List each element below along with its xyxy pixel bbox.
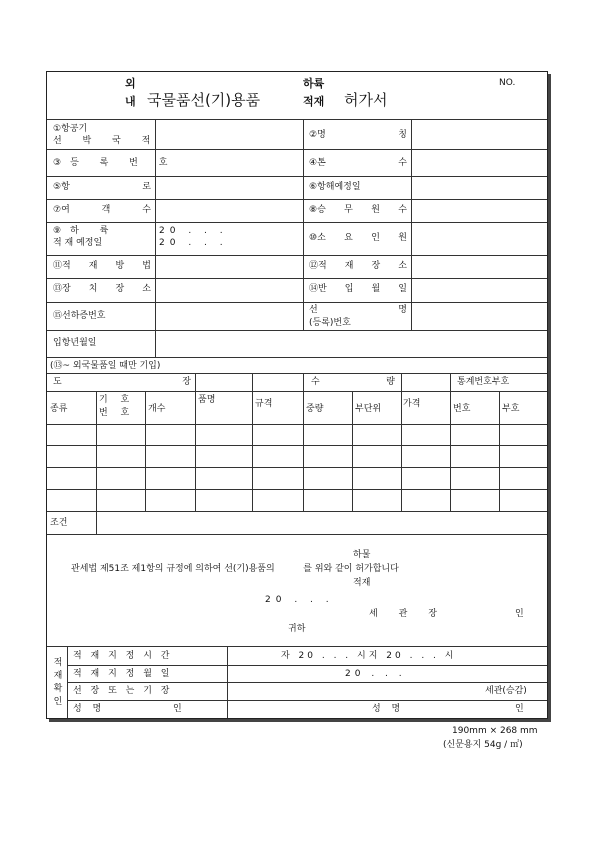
route-field[interactable] — [156, 177, 302, 198]
load-date-1[interactable]: 20 . . . — [159, 226, 228, 236]
crew-label: ⑧승 무 원 수 — [309, 205, 407, 215]
name-label: ②명 칭 — [309, 130, 407, 140]
col-price: 가격 — [403, 399, 421, 409]
reg-no-label: ③등 록 번 호 — [53, 158, 177, 168]
col-num: 번호 — [453, 404, 471, 414]
crew-field[interactable] — [412, 200, 546, 221]
table-row[interactable] — [47, 446, 547, 467]
load-place-field[interactable] — [412, 256, 546, 277]
addressee: 귀하 — [288, 624, 306, 634]
reg-no-field[interactable] — [156, 150, 302, 175]
confirm-row2-label: 적 재 지 정 월 일 — [73, 669, 173, 679]
req-staff-field[interactable] — [412, 223, 546, 254]
paper-spec: (신문용지 54g / ㎡) — [443, 740, 523, 750]
confirm-row4-seal2: 인 — [515, 704, 524, 714]
col-mark: 부호 — [502, 404, 520, 414]
table-row[interactable] — [47, 425, 547, 445]
title-suffix: 허가서 — [344, 91, 388, 109]
aircraft-nation-label-1: ①항공기 — [53, 124, 88, 134]
store-place-field[interactable] — [156, 279, 302, 301]
load-sched-label-1: ⑨하 륙 — [53, 226, 118, 236]
col-code-1: 기 호 — [99, 395, 135, 405]
confirm-row1-value[interactable]: 자 20 . . . 시지 20 . . . 시 — [281, 651, 457, 661]
col-item: 품명 — [198, 395, 216, 405]
confirm-row4-seal: 인 — [173, 704, 182, 714]
load-sched-label-2: 적 재 예정일 — [53, 238, 103, 248]
permit-form — [46, 71, 548, 719]
confirm-side-label: 적 재 확 인 — [53, 658, 63, 707]
ship-cert-no-field[interactable] — [156, 303, 302, 329]
statement-line: 관세법 제51조 제1항의 규정에 의하여 선(기)용품의 를 위와 같이 허가합니다 — [71, 564, 399, 574]
title-main: 국물품선(기)용품 — [147, 91, 261, 109]
no-label: NO. — [499, 78, 516, 88]
customs-seal: 인 — [515, 609, 524, 619]
name-field[interactable] — [412, 120, 546, 148]
ship-reg-label-2: (등록)번호 — [309, 318, 351, 328]
arrival-date-field[interactable] — [156, 331, 546, 356]
title-prefix-bottom: 내 — [125, 95, 136, 108]
load-method-field[interactable] — [156, 256, 302, 277]
load-method-label: ⑪적 재 방 법 — [53, 261, 151, 271]
route-label: ⑤항 로 — [53, 182, 151, 192]
arrival-date-label: 입항년월일 — [53, 338, 97, 348]
statement-date[interactable]: 20 . . . — [265, 595, 334, 605]
col-count: 개수 — [148, 404, 166, 414]
col-kind: 종류 — [50, 404, 68, 414]
statement-top: 하물 — [353, 550, 371, 560]
tonnage-label: ④톤 수 — [309, 158, 407, 168]
statement-bottom: 적재 — [353, 578, 371, 588]
confirm-row3-value: 세관(승감) — [485, 686, 527, 696]
confirm-row3-label: 선 장 또 는 기 장 — [73, 686, 173, 696]
table-row[interactable] — [47, 490, 547, 511]
condition-field[interactable] — [97, 512, 546, 533]
req-staff-label: ⑩소 요 인 원 — [309, 233, 407, 243]
ship-reg-label-1: 선 명 — [309, 305, 407, 315]
foreign-goods-note: (⑬~ 외국물품일 때만 기입) — [50, 361, 161, 371]
departure-date-label: ⑥항해예정일 — [309, 182, 361, 192]
confirm-row1-label: 적 재 지 정 시 간 — [73, 651, 173, 661]
departure-date-field[interactable] — [412, 177, 546, 198]
customs-chief: 세 관 장 — [369, 609, 437, 619]
table-row[interactable] — [47, 468, 547, 489]
col-spec: 규격 — [255, 399, 273, 409]
condition-label: 조건 — [50, 518, 68, 528]
goods-group-stat: 통계번호부호 — [457, 377, 510, 387]
tonnage-field[interactable] — [412, 150, 546, 175]
col-weight: 중량 — [306, 404, 324, 414]
carry-in-date-field[interactable] — [412, 279, 546, 301]
confirm-row2-value[interactable]: 20 . . . — [345, 669, 406, 679]
confirm-row4-value: 성 명 — [372, 704, 405, 714]
ship-reg-field[interactable] — [412, 303, 546, 329]
load-place-label: ⑫적 재 장 소 — [309, 261, 407, 271]
aircraft-nation-field[interactable] — [156, 120, 302, 148]
store-place-label: ⑬장 치 장 소 — [53, 284, 151, 294]
aircraft-nation-label-2: 선 박 국 적 — [53, 136, 160, 146]
goods-group-qty: 수 량 — [311, 377, 395, 387]
load-date-2[interactable]: 20 . . . — [159, 238, 228, 248]
col-code-2: 번 호 — [99, 408, 135, 418]
paper-size: 190mm × 268 mm — [452, 726, 538, 736]
goods-group-to: 도 장 — [53, 377, 191, 387]
title-mid-bottom: 적재 — [303, 95, 325, 108]
passengers-field[interactable] — [156, 200, 302, 221]
ship-cert-no-label: ⑮선하증번호 — [53, 311, 106, 321]
carry-in-date-label: ⑭반 입 월 일 — [309, 284, 407, 294]
confirm-row4-label: 성 명 — [73, 704, 106, 714]
col-unit: 부단위 — [355, 404, 382, 414]
title-mid-top: 하륙 — [303, 77, 325, 90]
passengers-label: ⑦여 객 수 — [53, 205, 151, 215]
title-prefix-top: 외 — [125, 77, 136, 90]
